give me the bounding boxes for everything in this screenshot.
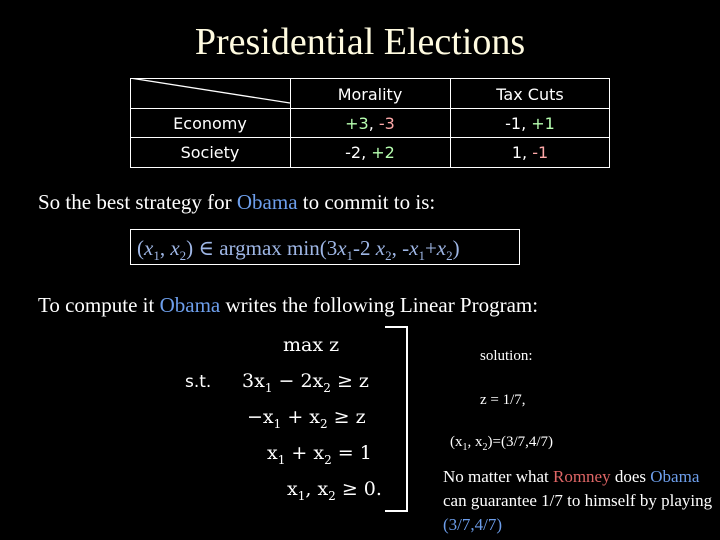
payoff-b: -1	[532, 143, 549, 162]
lp-bracket	[385, 326, 409, 512]
lp-constraint-2	[247, 406, 366, 431]
solution-label: solution:	[480, 348, 533, 364]
formula-var: x	[436, 236, 447, 260]
formula-part: )	[186, 236, 194, 260]
formula-part: -2	[353, 236, 376, 260]
lp-constraint-3	[267, 442, 372, 467]
formula-sub: 2	[446, 248, 453, 264]
strategy-value: (3/7,4/7)	[443, 515, 503, 534]
element-of-symbol: ∈	[193, 236, 220, 260]
payoff-b: -3	[378, 114, 395, 133]
formula-var: x	[170, 236, 180, 260]
lp-st-label: s.t.	[185, 372, 212, 392]
formula-part: (	[137, 236, 144, 260]
lp-sub: 1	[297, 488, 306, 503]
lp-sub: 2	[324, 452, 332, 467]
sol-part: )=(3/7,4/7)	[487, 434, 554, 450]
payoff-sep: ,	[521, 114, 532, 133]
sol-sub: 2	[482, 442, 488, 453]
row-header-society: Society	[180, 143, 240, 162]
payoff-society-morality	[290, 138, 450, 168]
sol-part: (x	[450, 434, 463, 450]
obama-name: Obama	[650, 467, 700, 486]
text-fragment: can guarantee 1/7 to himself by playing	[443, 491, 713, 510]
lp-term: = 1	[331, 442, 372, 464]
formula-part: , -	[391, 236, 410, 260]
formula-part: )	[452, 236, 460, 260]
lp-term: ≥ z	[330, 370, 369, 392]
lp-term: x	[287, 478, 298, 500]
payoff-b: +1	[531, 114, 555, 133]
payoff-economy-taxcuts	[450, 109, 610, 139]
sol-sub: 1	[462, 442, 468, 453]
solution-x	[450, 434, 553, 453]
lp-sub: 2	[323, 380, 331, 395]
payoff-b: +2	[371, 143, 395, 162]
table-diagonal	[130, 78, 290, 108]
col-header-morality: Morality	[337, 85, 403, 104]
payoff-table	[130, 78, 610, 168]
text-fragment: does	[610, 467, 651, 486]
compute-sentence	[38, 293, 538, 318]
payoff-a: -2	[345, 143, 362, 162]
payoff-sep: ,	[522, 143, 533, 162]
text-fragment: No matter what	[443, 467, 553, 486]
formula-var: x	[337, 236, 347, 260]
col-header-tax-cuts: Tax Cuts	[496, 85, 564, 104]
text-fragment: So the best strategy for	[38, 190, 237, 214]
obama-name: Obama	[159, 293, 221, 317]
lp-term: 3x	[242, 370, 265, 392]
text-fragment: to commit to is:	[297, 190, 436, 214]
payoff-a: 1	[511, 143, 523, 162]
formula-sub: 1	[418, 248, 425, 264]
solution-z: z = 1/7,	[480, 392, 526, 408]
lp-term: ≥ 0.	[335, 478, 382, 500]
formula-var: x	[409, 236, 419, 260]
formula-part: +	[424, 236, 437, 260]
payoff-sep: ,	[368, 114, 379, 133]
conclusion-note	[443, 465, 713, 537]
text-fragment: writes the following Linear Program:	[220, 293, 539, 317]
obama-name: Obama	[236, 190, 298, 214]
payoff-sep: ,	[361, 143, 372, 162]
lp-term: , x	[305, 478, 329, 500]
formula-var: x	[144, 236, 154, 260]
lp-objective: max z	[283, 334, 340, 356]
lp-term: x	[267, 442, 278, 464]
lp-term: + x	[285, 442, 325, 464]
sol-part: , x	[467, 434, 483, 450]
formula-var: x	[375, 236, 386, 260]
lp-term: + x	[281, 406, 320, 428]
formula-part: argmax min(3	[219, 236, 338, 260]
lp-constraint-4	[287, 478, 382, 503]
lp-sub: 1	[273, 416, 282, 431]
lp-term: ≥ z	[327, 406, 366, 428]
payoff-a: -1	[505, 114, 522, 133]
payoff-society-taxcuts	[450, 138, 610, 168]
payoff-a: +3	[345, 114, 369, 133]
page-title: Presidential Elections	[194, 21, 526, 63]
lp-sub: 2	[328, 488, 336, 503]
payoff-economy-morality	[290, 109, 450, 139]
romney-name: Romney	[553, 467, 611, 486]
formula-sub: 2	[179, 248, 187, 264]
lp-term: −x	[247, 406, 274, 428]
lp-sub: 1	[277, 452, 286, 467]
formula-sub: 2	[385, 248, 392, 264]
text-fragment: To compute it	[38, 293, 160, 317]
formula-part: ,	[159, 236, 171, 260]
formula-sub: 1	[153, 248, 160, 264]
linear-program	[175, 328, 405, 508]
lp-constraint-1	[242, 370, 369, 395]
lp-sub: 2	[320, 416, 328, 431]
strategy-formula	[130, 229, 520, 265]
lp-term: − 2x	[272, 370, 324, 392]
formula-sub: 1	[346, 248, 354, 264]
strategy-sentence	[38, 190, 435, 215]
lp-sub: 1	[264, 380, 273, 395]
row-header-economy: Economy	[173, 114, 247, 133]
